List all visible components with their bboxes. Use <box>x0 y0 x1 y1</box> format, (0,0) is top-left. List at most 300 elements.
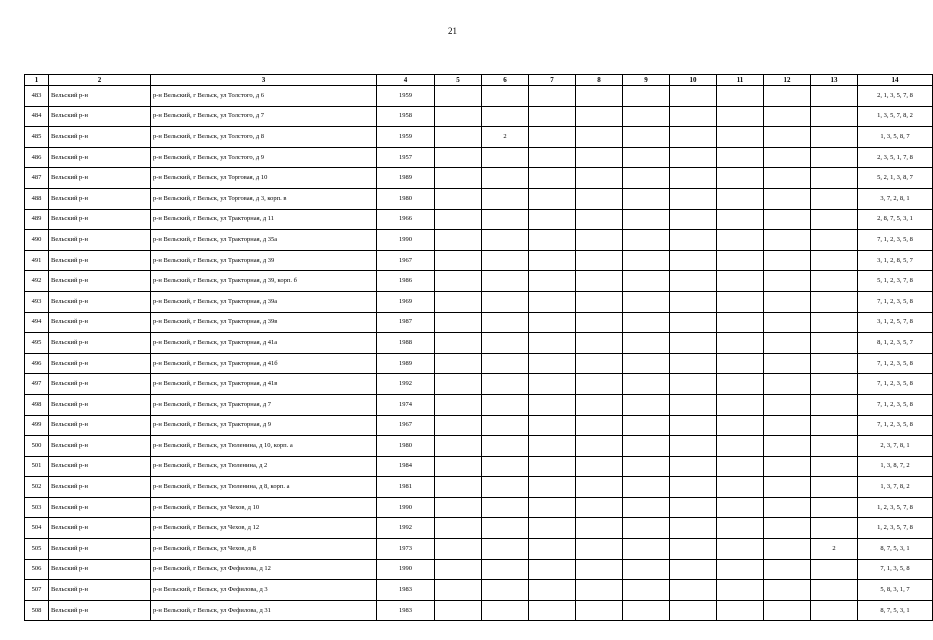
district-cell: Вельский р-н <box>49 271 151 292</box>
col12-cell <box>764 539 811 560</box>
row-number-cell: 492 <box>25 271 49 292</box>
year-cell: 1990 <box>377 559 435 580</box>
col10-cell <box>670 394 717 415</box>
col10-cell <box>670 271 717 292</box>
year-cell: 1986 <box>377 271 435 292</box>
col9-cell <box>623 539 670 560</box>
col9-cell <box>623 312 670 333</box>
row-number-cell: 502 <box>25 477 49 498</box>
row-number-cell: 490 <box>25 230 49 251</box>
row-number-cell: 486 <box>25 147 49 168</box>
district-cell: Вельский р-н <box>49 250 151 271</box>
table-row <box>25 250 933 271</box>
col5-cell <box>435 477 482 498</box>
col9-cell <box>623 230 670 251</box>
col12-cell <box>764 271 811 292</box>
col5-cell <box>435 291 482 312</box>
address-cell: р-н Вельский, г Вельск, ул Тракторная, д 39 <box>151 250 377 271</box>
col8-cell <box>576 394 623 415</box>
col6-cell <box>482 539 529 560</box>
col12-cell <box>764 312 811 333</box>
col14-cell: 7, 1, 3, 5, 8 <box>858 559 933 580</box>
row-number-cell: 497 <box>25 374 49 395</box>
housing-registry-table <box>24 74 933 621</box>
table-row <box>25 168 933 189</box>
column-header: 7 <box>529 75 576 86</box>
col8-cell <box>576 86 623 107</box>
address-cell: р-н Вельский, г Вельск, ул Толстого, д 9 <box>151 147 377 168</box>
address-cell: р-н Вельский, г Вельск, ул Тракторная, д 7 <box>151 394 377 415</box>
district-cell: Вельский р-н <box>49 333 151 354</box>
col7-cell <box>529 86 576 107</box>
column-header: 2 <box>49 75 151 86</box>
col13-cell <box>811 600 858 621</box>
col12-cell <box>764 333 811 354</box>
district-cell: Вельский р-н <box>49 394 151 415</box>
table-row <box>25 209 933 230</box>
column-header: 10 <box>670 75 717 86</box>
col12-cell <box>764 477 811 498</box>
row-number-cell: 489 <box>25 209 49 230</box>
col10-cell <box>670 209 717 230</box>
col9-cell <box>623 209 670 230</box>
col8-cell <box>576 415 623 436</box>
col13-cell <box>811 86 858 107</box>
col5-cell <box>435 188 482 209</box>
col12-cell <box>764 600 811 621</box>
col8-cell <box>576 456 623 477</box>
table-row <box>25 353 933 374</box>
col9-cell <box>623 415 670 436</box>
col12-cell <box>764 374 811 395</box>
col6-cell <box>482 600 529 621</box>
col14-cell: 7, 1, 2, 3, 5, 8 <box>858 230 933 251</box>
col8-cell <box>576 127 623 148</box>
row-number-cell: 504 <box>25 518 49 539</box>
col5-cell <box>435 539 482 560</box>
col13-cell <box>811 456 858 477</box>
column-header: 14 <box>858 75 933 86</box>
year-cell: 1988 <box>377 333 435 354</box>
col6-cell <box>482 209 529 230</box>
row-number-cell: 508 <box>25 600 49 621</box>
row-number-cell: 493 <box>25 291 49 312</box>
year-cell: 1990 <box>377 230 435 251</box>
col14-cell: 7, 1, 2, 3, 5, 8 <box>858 291 933 312</box>
col7-cell <box>529 312 576 333</box>
col10-cell <box>670 250 717 271</box>
col14-cell: 1, 3, 5, 7, 8, 2 <box>858 106 933 127</box>
col11-cell <box>717 188 764 209</box>
col6-cell <box>482 312 529 333</box>
col9-cell <box>623 188 670 209</box>
col10-cell <box>670 497 717 518</box>
col14-cell: 3, 7, 2, 8, 1 <box>858 188 933 209</box>
col12-cell <box>764 230 811 251</box>
col7-cell <box>529 291 576 312</box>
col12-cell <box>764 209 811 230</box>
col14-cell: 1, 2, 3, 5, 7, 8 <box>858 518 933 539</box>
col10-cell <box>670 188 717 209</box>
address-cell: р-н Вельский, г Вельск, ул Тюленина, д 8, корп. а <box>151 477 377 498</box>
col13-cell <box>811 518 858 539</box>
col10-cell <box>670 415 717 436</box>
col8-cell <box>576 250 623 271</box>
col6-cell <box>482 580 529 601</box>
col6-cell <box>482 394 529 415</box>
col5-cell <box>435 415 482 436</box>
col10-cell <box>670 312 717 333</box>
col12-cell <box>764 436 811 457</box>
col10-cell <box>670 456 717 477</box>
district-cell: Вельский р-н <box>49 209 151 230</box>
col7-cell <box>529 518 576 539</box>
col10-cell <box>670 127 717 148</box>
col5-cell <box>435 86 482 107</box>
col5-cell <box>435 333 482 354</box>
address-cell: р-н Вельский, г Вельск, ул Тракторная, д 11 <box>151 209 377 230</box>
row-number-cell: 507 <box>25 580 49 601</box>
col6-cell <box>482 415 529 436</box>
col9-cell <box>623 394 670 415</box>
col5-cell <box>435 147 482 168</box>
district-cell: Вельский р-н <box>49 456 151 477</box>
year-cell: 1959 <box>377 86 435 107</box>
col13-cell <box>811 415 858 436</box>
col9-cell <box>623 518 670 539</box>
table-row <box>25 436 933 457</box>
col13-cell <box>811 374 858 395</box>
col10-cell <box>670 147 717 168</box>
col11-cell <box>717 415 764 436</box>
year-cell: 1973 <box>377 539 435 560</box>
table-row <box>25 333 933 354</box>
col5-cell <box>435 209 482 230</box>
column-header: 8 <box>576 75 623 86</box>
table-row <box>25 374 933 395</box>
col14-cell: 8, 1, 2, 3, 5, 7 <box>858 333 933 354</box>
table-row <box>25 312 933 333</box>
col8-cell <box>576 374 623 395</box>
col7-cell <box>529 374 576 395</box>
col13-cell <box>811 188 858 209</box>
col13-cell <box>811 209 858 230</box>
col5-cell <box>435 394 482 415</box>
col6-cell <box>482 106 529 127</box>
address-cell: р-н Вельский, г Вельск, ул Толстого, д 6 <box>151 86 377 107</box>
col10-cell <box>670 559 717 580</box>
col7-cell <box>529 209 576 230</box>
year-cell: 1983 <box>377 580 435 601</box>
table-row <box>25 188 933 209</box>
col13-cell <box>811 580 858 601</box>
col9-cell <box>623 580 670 601</box>
year-cell: 1992 <box>377 518 435 539</box>
col9-cell <box>623 333 670 354</box>
district-cell: Вельский р-н <box>49 312 151 333</box>
year-cell: 1989 <box>377 353 435 374</box>
col7-cell <box>529 127 576 148</box>
col11-cell <box>717 477 764 498</box>
address-cell: р-н Вельский, г Вельск, ул Тракторная, д 39в <box>151 312 377 333</box>
col8-cell <box>576 230 623 251</box>
col8-cell <box>576 477 623 498</box>
year-cell: 1974 <box>377 394 435 415</box>
col6-cell <box>482 436 529 457</box>
col6-cell <box>482 230 529 251</box>
col9-cell <box>623 250 670 271</box>
table-row <box>25 559 933 580</box>
col14-cell: 8, 7, 5, 3, 1 <box>858 600 933 621</box>
col8-cell <box>576 147 623 168</box>
col11-cell <box>717 374 764 395</box>
year-cell: 1969 <box>377 291 435 312</box>
col11-cell <box>717 127 764 148</box>
col9-cell <box>623 374 670 395</box>
year-cell: 1966 <box>377 209 435 230</box>
col14-cell: 1, 3, 8, 7, 2 <box>858 456 933 477</box>
year-cell: 1983 <box>377 600 435 621</box>
row-number-cell: 498 <box>25 394 49 415</box>
col14-cell: 3, 1, 2, 5, 7, 8 <box>858 312 933 333</box>
address-cell: р-н Вельский, г Вельск, ул Чехов, д 8 <box>151 539 377 560</box>
col7-cell <box>529 271 576 292</box>
year-cell: 1981 <box>377 477 435 498</box>
district-cell: Вельский р-н <box>49 147 151 168</box>
col5-cell <box>435 456 482 477</box>
col10-cell <box>670 333 717 354</box>
table-row <box>25 497 933 518</box>
column-header: 6 <box>482 75 529 86</box>
col11-cell <box>717 559 764 580</box>
table-row <box>25 147 933 168</box>
address-cell: р-н Вельский, г Вельск, ул Тракторная, д 39, корп. б <box>151 271 377 292</box>
col9-cell <box>623 559 670 580</box>
col6-cell <box>482 86 529 107</box>
col6-cell <box>482 250 529 271</box>
col7-cell <box>529 477 576 498</box>
col7-cell <box>529 230 576 251</box>
col8-cell <box>576 168 623 189</box>
col11-cell <box>717 456 764 477</box>
district-cell: Вельский р-н <box>49 106 151 127</box>
col10-cell <box>670 291 717 312</box>
col11-cell <box>717 394 764 415</box>
col9-cell <box>623 86 670 107</box>
address-cell: р-н Вельский, г Вельск, ул Тракторная, д 41в <box>151 374 377 395</box>
year-cell: 1958 <box>377 106 435 127</box>
col13-cell <box>811 291 858 312</box>
col12-cell <box>764 559 811 580</box>
column-header: 4 <box>377 75 435 86</box>
col11-cell <box>717 333 764 354</box>
col13-cell <box>811 106 858 127</box>
col7-cell <box>529 559 576 580</box>
column-header: 1 <box>25 75 49 86</box>
col11-cell <box>717 497 764 518</box>
col14-cell: 2, 8, 7, 5, 3, 1 <box>858 209 933 230</box>
table-row <box>25 106 933 127</box>
year-cell: 1980 <box>377 188 435 209</box>
col5-cell <box>435 559 482 580</box>
address-cell: р-н Вельский, г Вельск, ул Фефилова, д 3 <box>151 580 377 601</box>
address-cell: р-н Вельский, г Вельск, ул Торговая, д 10 <box>151 168 377 189</box>
address-cell: р-н Вельский, г Вельск, ул Фефилова, д 31 <box>151 600 377 621</box>
district-cell: Вельский р-н <box>49 168 151 189</box>
row-number-cell: 496 <box>25 353 49 374</box>
col10-cell <box>670 168 717 189</box>
col13-cell <box>811 436 858 457</box>
row-number-cell: 488 <box>25 188 49 209</box>
col14-cell: 7, 1, 2, 3, 5, 8 <box>858 415 933 436</box>
col6-cell <box>482 353 529 374</box>
row-number-cell: 505 <box>25 539 49 560</box>
col12-cell <box>764 580 811 601</box>
col8-cell <box>576 291 623 312</box>
column-header: 11 <box>717 75 764 86</box>
col11-cell <box>717 600 764 621</box>
col8-cell <box>576 312 623 333</box>
col6-cell <box>482 477 529 498</box>
address-cell: р-н Вельский, г Вельск, ул Чехов, д 12 <box>151 518 377 539</box>
col11-cell <box>717 353 764 374</box>
row-number-cell: 506 <box>25 559 49 580</box>
row-number-cell: 491 <box>25 250 49 271</box>
col14-cell: 8, 7, 5, 3, 1 <box>858 539 933 560</box>
col9-cell <box>623 436 670 457</box>
table-row <box>25 415 933 436</box>
col5-cell <box>435 127 482 148</box>
col6-cell <box>482 147 529 168</box>
col14-cell: 5, 8, 3, 1, 7 <box>858 580 933 601</box>
col12-cell <box>764 518 811 539</box>
col13-cell <box>811 497 858 518</box>
col9-cell <box>623 147 670 168</box>
col13-cell <box>811 353 858 374</box>
col6-cell: 2 <box>482 127 529 148</box>
row-number-cell: 485 <box>25 127 49 148</box>
col7-cell <box>529 106 576 127</box>
col10-cell <box>670 86 717 107</box>
col5-cell <box>435 271 482 292</box>
year-cell: 1989 <box>377 168 435 189</box>
row-number-cell: 503 <box>25 497 49 518</box>
col8-cell <box>576 106 623 127</box>
col5-cell <box>435 312 482 333</box>
table-row <box>25 127 933 148</box>
row-number-cell: 499 <box>25 415 49 436</box>
column-header: 12 <box>764 75 811 86</box>
column-header: 13 <box>811 75 858 86</box>
table-row <box>25 291 933 312</box>
col8-cell <box>576 271 623 292</box>
col13-cell <box>811 312 858 333</box>
address-cell: р-н Вельский, г Вельск, ул Толстого, д 7 <box>151 106 377 127</box>
col7-cell <box>529 353 576 374</box>
col7-cell <box>529 147 576 168</box>
col6-cell <box>482 559 529 580</box>
col10-cell <box>670 436 717 457</box>
col7-cell <box>529 580 576 601</box>
row-number-cell: 484 <box>25 106 49 127</box>
col12-cell <box>764 394 811 415</box>
col8-cell <box>576 518 623 539</box>
col12-cell <box>764 456 811 477</box>
col12-cell <box>764 250 811 271</box>
col9-cell <box>623 106 670 127</box>
col12-cell <box>764 86 811 107</box>
col12-cell <box>764 168 811 189</box>
col10-cell <box>670 353 717 374</box>
table-row <box>25 230 933 251</box>
col6-cell <box>482 271 529 292</box>
col8-cell <box>576 539 623 560</box>
district-cell: Вельский р-н <box>49 230 151 251</box>
address-cell: р-н Вельский, г Вельск, ул Тракторная, д 9 <box>151 415 377 436</box>
col12-cell <box>764 188 811 209</box>
district-cell: Вельский р-н <box>49 580 151 601</box>
col12-cell <box>764 415 811 436</box>
row-number-cell: 495 <box>25 333 49 354</box>
col13-cell <box>811 250 858 271</box>
col12-cell <box>764 127 811 148</box>
row-number-cell: 500 <box>25 436 49 457</box>
col14-cell: 1, 2, 3, 5, 7, 8 <box>858 497 933 518</box>
address-cell: р-н Вельский, г Вельск, ул Тракторная, д 41а <box>151 333 377 354</box>
col11-cell <box>717 209 764 230</box>
col5-cell <box>435 168 482 189</box>
address-cell: р-н Вельский, г Вельск, ул Тюленина, д 2 <box>151 456 377 477</box>
col12-cell <box>764 291 811 312</box>
col7-cell <box>529 394 576 415</box>
column-header: 5 <box>435 75 482 86</box>
address-cell: р-н Вельский, г Вельск, ул Торговая, д 3, корп. в <box>151 188 377 209</box>
col13-cell <box>811 271 858 292</box>
col5-cell <box>435 518 482 539</box>
col9-cell <box>623 600 670 621</box>
col14-cell: 1, 3, 7, 8, 2 <box>858 477 933 498</box>
year-cell: 1992 <box>377 374 435 395</box>
col14-cell: 3, 1, 2, 8, 5, 7 <box>858 250 933 271</box>
col11-cell <box>717 86 764 107</box>
col10-cell <box>670 477 717 498</box>
col7-cell <box>529 497 576 518</box>
column-header: 3 <box>151 75 377 86</box>
col11-cell <box>717 518 764 539</box>
table-row <box>25 456 933 477</box>
col7-cell <box>529 250 576 271</box>
page-number: 21 <box>448 26 457 36</box>
col6-cell <box>482 456 529 477</box>
district-cell: Вельский р-н <box>49 497 151 518</box>
table-row <box>25 86 933 107</box>
col8-cell <box>576 559 623 580</box>
row-number-cell: 501 <box>25 456 49 477</box>
col5-cell <box>435 353 482 374</box>
col8-cell <box>576 580 623 601</box>
district-cell: Вельский р-н <box>49 127 151 148</box>
col9-cell <box>623 168 670 189</box>
col5-cell <box>435 106 482 127</box>
district-cell: Вельский р-н <box>49 188 151 209</box>
year-cell: 1990 <box>377 497 435 518</box>
col11-cell <box>717 312 764 333</box>
col14-cell: 7, 1, 2, 3, 5, 8 <box>858 374 933 395</box>
col14-cell: 5, 2, 1, 3, 8, 7 <box>858 168 933 189</box>
col14-cell: 2, 3, 7, 8, 1 <box>858 436 933 457</box>
district-cell: Вельский р-н <box>49 374 151 395</box>
district-cell: Вельский р-н <box>49 291 151 312</box>
